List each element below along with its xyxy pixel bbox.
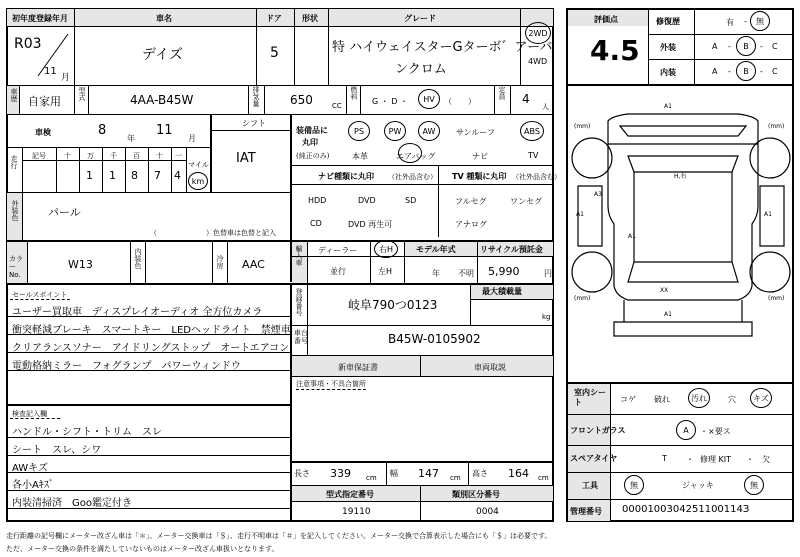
svg-text:(mm): (mm)	[574, 295, 591, 302]
mileage-digit: 7	[154, 169, 161, 182]
inspection-month-unit: 月	[188, 134, 196, 143]
usage-label: 車歴	[10, 88, 18, 102]
int-grade-c: C	[772, 67, 778, 76]
equip-airbag: エアバッグ	[396, 152, 436, 161]
equip-tv: TV	[528, 151, 539, 160]
width-unit: cm	[450, 474, 461, 482]
selling-line: クリアランスソナー アイドリングストップ オートエアコン	[12, 343, 290, 354]
repair-label: 修復歴	[656, 17, 680, 26]
mileage-digit: 1	[86, 169, 93, 182]
evaluation-score: 4.5	[590, 34, 640, 67]
footer-note-1: 走行距離の記号欄にメーター改ざん車は「＊」、メーター交換車は「＄」、走行不明車は「＃」を記入してください。メーター交換で合算表示した場合にも「＄」は必要です。	[6, 532, 552, 540]
width-label: 幅	[390, 469, 398, 478]
repair-yes: 有	[726, 18, 734, 27]
drive-2wd: 2WD	[525, 22, 551, 44]
interior-seat-label: 室内シート	[574, 388, 606, 407]
first-reg-month-unit: 月	[61, 73, 71, 83]
recycle-label: リサイクル預託金	[480, 245, 543, 254]
aircon-value: AAC	[242, 258, 265, 271]
import-right: 右H	[374, 240, 398, 258]
inspection-label: 車検	[35, 128, 51, 137]
tv-type-sub: （社外品含む）	[512, 173, 561, 181]
spare-label: スペアタイヤ	[570, 454, 618, 463]
ext-grade-b: B	[736, 36, 756, 56]
inspection-month: 11	[156, 123, 173, 138]
windshield-other: ・×要ス	[700, 427, 731, 436]
selling-label: セールスポイント	[12, 291, 68, 299]
registration-label: 登録番号	[295, 288, 303, 316]
inspector-label: 検査記入欄	[12, 410, 47, 418]
shape-label: 形状	[302, 14, 318, 23]
tv-fullseg: フルセグ	[455, 197, 487, 206]
equip-nav: ナビ	[472, 152, 488, 161]
fuel-hv: HV	[418, 89, 440, 109]
interior-label: 内装	[660, 68, 676, 77]
notes-label: 注意事項・不具合箇所	[296, 380, 366, 388]
nav-sd: SD	[405, 196, 417, 205]
first-reg-era: R03	[14, 36, 42, 52]
fuel-options: G ・ D ・	[372, 97, 408, 106]
ext-color-value: パール	[48, 206, 81, 219]
footer-note-2: ただ、メーター交換の条件を満たしていないものはメーター改ざん車扱いとなります。	[6, 545, 279, 553]
chassis-label: 車台番号	[294, 329, 308, 345]
color-no-label: カラーNo.	[9, 255, 23, 279]
svg-text:(mm): (mm)	[768, 295, 785, 302]
int-grade-dash2: -	[760, 67, 763, 76]
seat-burn: コゲ	[620, 395, 636, 404]
mileage-digit: 1	[109, 169, 116, 182]
model-value: 4AA-B45W	[130, 93, 194, 107]
load-unit: kg	[542, 313, 551, 321]
mileage-digit: 4	[174, 169, 181, 182]
equip-ps: PS	[348, 121, 370, 141]
equip-leather: 本革	[352, 152, 368, 161]
nav-type-label: ナビ種類に丸印	[318, 172, 374, 181]
seat-tear: 破れ	[654, 395, 670, 404]
diag-mark: A1	[628, 233, 636, 240]
first-reg-label: 初年度登録年月	[12, 14, 68, 23]
inspector-line: 内装清掃済 Goo鑑定付き	[12, 498, 132, 509]
mileage-digit: 8	[131, 169, 138, 182]
grade-label: グレード	[404, 14, 436, 23]
diag-mark: A3	[594, 191, 602, 198]
digit-col-label: 一	[175, 152, 182, 160]
length-value: 339	[330, 467, 351, 480]
mile-label: マイル	[188, 161, 209, 169]
selling-line: ユーザー買取車 ディスプレイオーディオ 全方位カメラ	[12, 307, 263, 318]
fuel-label: 燃料	[350, 86, 358, 100]
car-name-label: 車名	[156, 14, 172, 23]
tv-type-label: TV 種類に丸印	[452, 172, 507, 181]
model-year-unknown: 不明	[458, 269, 474, 278]
diag-mark: A1	[664, 103, 672, 110]
equipment-label3: (純正のみ)	[296, 152, 330, 160]
spare-kit: 修理 KIT	[700, 455, 732, 464]
km-unit: km	[188, 172, 208, 190]
spare-dot2: ・	[746, 455, 754, 464]
doc-warranty: 新車保証書	[338, 363, 378, 372]
chassis-value: B45W-0105902	[388, 332, 481, 346]
displacement-label: 排気量	[252, 86, 260, 107]
svg-text:(mm): (mm)	[768, 123, 785, 130]
ext-color-note: （ ）色替車は色替と記入	[150, 229, 276, 237]
exterior-label: 外装	[660, 43, 676, 52]
ext-color-label: 外装色	[11, 200, 19, 221]
digit-col-label: 千	[110, 152, 117, 160]
width-value: 147	[418, 467, 439, 480]
inspector-line: AWキズ	[12, 463, 48, 474]
interior-color-label: 内装色	[134, 248, 142, 269]
mgmt-value: 0000100304251100114З	[622, 504, 750, 515]
color-no-value: W13	[68, 258, 93, 271]
class-no-value: 0004	[476, 507, 499, 517]
model-year-label: モデル年式	[416, 245, 456, 254]
jack-label: ジャッキ	[682, 481, 714, 490]
equip-sunroof: サンルーフ	[456, 128, 495, 137]
digit-col-label: 百	[133, 152, 140, 160]
first-reg-month: 11	[44, 66, 57, 77]
mileage-label: 走行	[10, 155, 18, 169]
inspection-year-unit: 年	[127, 134, 135, 143]
displacement-value: 650	[290, 93, 313, 107]
nav-cd: CD	[310, 219, 322, 228]
import-dealer: ディーラー	[318, 246, 358, 255]
seat-stain: 汚れ	[688, 388, 710, 408]
ext-grade-c: C	[772, 42, 778, 51]
tv-analog: アナログ	[455, 220, 487, 229]
type-no-value: 19110	[342, 507, 371, 517]
digit-col-label: 十	[64, 152, 71, 160]
spare-dot: ・	[686, 455, 694, 464]
int-grade-b: B	[736, 61, 756, 81]
equipment-label: 装備品に	[296, 126, 328, 135]
car-name: デイズ	[142, 47, 183, 63]
tools-label: 工具	[582, 481, 598, 490]
nav-dvd: DVD	[358, 196, 376, 205]
inspector-line: シート スレ、シワ	[12, 445, 102, 456]
digit-col-label: 万	[87, 152, 94, 160]
length-unit: cm	[366, 474, 377, 482]
diag-mark: A1	[664, 311, 672, 318]
equipment-label2: 丸印	[302, 138, 318, 147]
import-left: 左H	[378, 267, 393, 276]
equip-aw: AW	[418, 121, 440, 141]
mileage-mark-label: 記号	[32, 152, 46, 160]
height-label: 高さ	[472, 469, 488, 478]
digit-col-label: 十	[156, 152, 163, 160]
load-label: 最大積載量	[482, 287, 522, 296]
selling-line: 衝突軽減ブレーキ スマートキー LEDヘッドライト 禁煙車	[12, 325, 291, 336]
registration-value: 岐阜790つ0123	[348, 298, 438, 312]
import-label: 輸入車	[295, 245, 303, 266]
svg-text:A1: A1	[576, 211, 584, 218]
model-label: 型式	[78, 87, 86, 101]
height-unit: cm	[538, 474, 549, 482]
tools-none: 無	[624, 475, 644, 495]
repair-no: 無	[750, 11, 770, 31]
inspector-line: ハンドル・シフト・トリム スレ	[12, 427, 162, 438]
diag-mark: H,右	[674, 173, 687, 180]
spare-t: T	[662, 454, 667, 463]
diag-mark: XX	[660, 287, 669, 294]
capacity-label: 定員	[498, 86, 506, 100]
aircon-label: 冷房	[216, 255, 224, 269]
seat-scratch: キズ	[750, 388, 772, 408]
import-parallel: 並行	[330, 267, 346, 276]
length-label: 長さ	[294, 469, 310, 478]
class-no-label: 類別区分番号	[452, 490, 500, 499]
recycle-value: 5,990	[488, 265, 520, 278]
ext-grade-a: A	[712, 42, 718, 51]
capacity-value: 4	[522, 92, 530, 106]
seat-hole: 穴	[728, 395, 736, 404]
svg-text:(mm): (mm)	[574, 123, 591, 130]
repair-dash: -	[744, 17, 747, 26]
car-damage-diagram	[568, 86, 794, 382]
recycle-unit: 円	[544, 269, 552, 278]
nav-type-sub: （社外品含む）	[388, 173, 437, 181]
jack-none: 無	[744, 475, 764, 495]
inspection-year: 8	[98, 123, 107, 138]
usage-value: 自家用	[28, 95, 61, 108]
equip-airbag-circle	[398, 143, 422, 163]
selling-line: 電動格納ミラー フォグランプ パワーウィンドウ	[12, 361, 241, 372]
equip-abs: ABS	[520, 121, 544, 141]
drive-4wd: 4WD	[528, 57, 548, 66]
ext-grade-dash: -	[728, 42, 731, 51]
height-value: 164	[508, 467, 529, 480]
tv-oneseg: ワンセグ	[510, 197, 542, 206]
mgmt-label: 管理番号	[570, 507, 602, 516]
inspector-line: 各小Aｷｽﾞ	[12, 480, 54, 491]
svg-text:A1: A1	[764, 211, 772, 218]
spare-none: 欠	[762, 455, 770, 464]
capacity-unit: 人	[542, 103, 549, 111]
nav-dvd-play: DVD 再生可	[348, 220, 393, 229]
windshield-a: A	[676, 420, 696, 440]
door-label: ドア	[266, 14, 282, 23]
model-year-year: 年	[432, 269, 440, 278]
shift-label: シフト	[242, 119, 266, 128]
equip-pw: PW	[384, 121, 406, 141]
windshield-label: フロントガラス	[570, 426, 626, 435]
type-no-label: 型式指定番号	[326, 490, 374, 499]
evaluation-label: 評価点	[594, 15, 618, 24]
grade-line2: ンクロム	[395, 62, 447, 77]
door-count: 5	[270, 45, 279, 61]
ext-grade-dash2: -	[760, 42, 763, 51]
shift-value: IAT	[236, 151, 256, 166]
nav-hdd: HDD	[308, 196, 327, 205]
int-grade-dash: -	[728, 67, 731, 76]
doc-manual: 車両取説	[474, 363, 506, 372]
grade-line1: 特 ハイウェイスターGターボ゛アーバ	[332, 40, 553, 55]
int-grade-a: A	[712, 67, 718, 76]
fuel-paren: （ ）	[444, 97, 476, 106]
displacement-unit: CC	[332, 102, 342, 110]
